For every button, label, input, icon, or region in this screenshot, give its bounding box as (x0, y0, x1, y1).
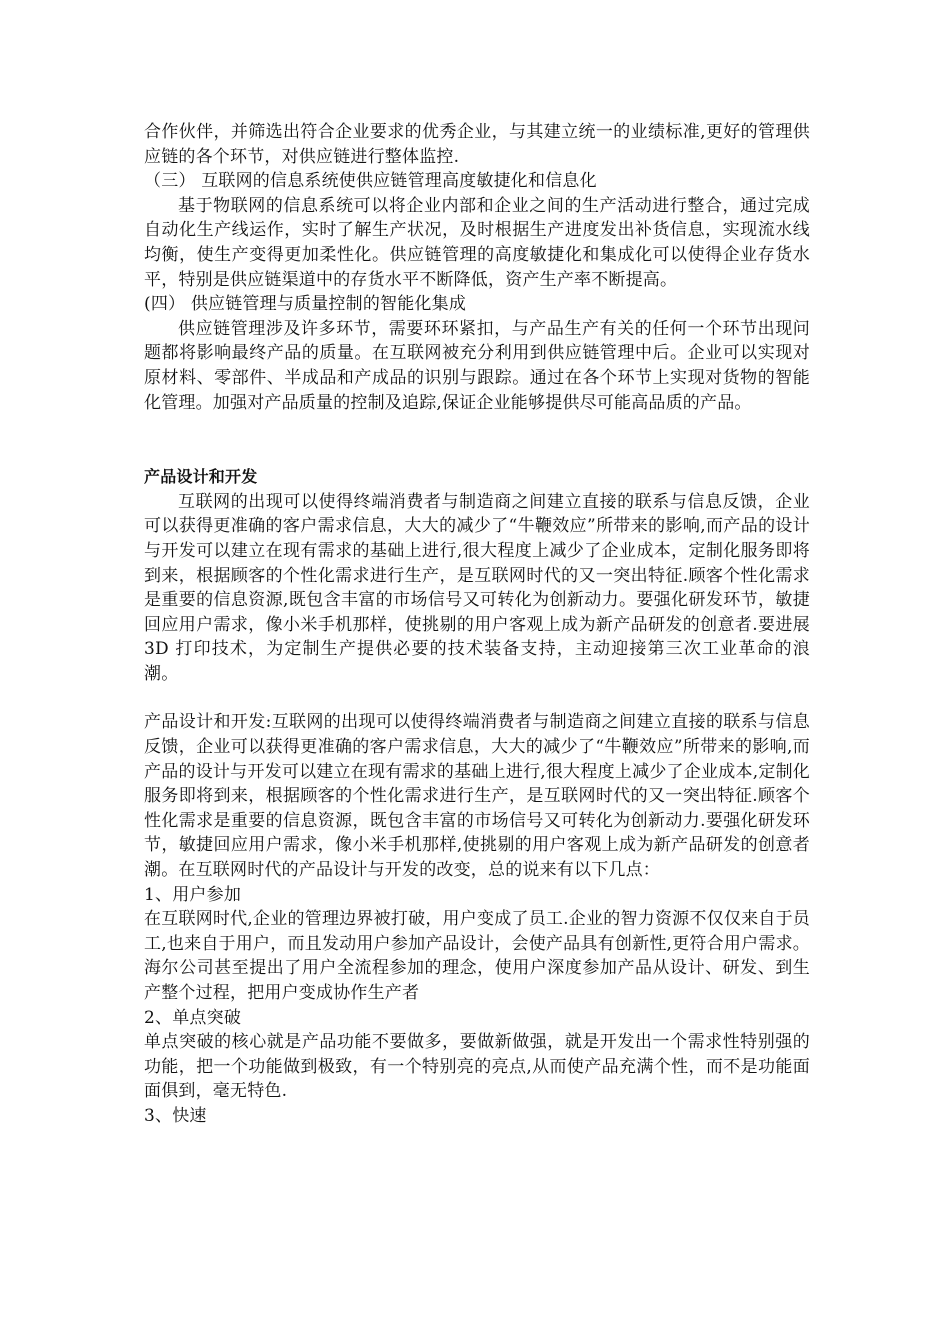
subheading-three: （三） 互联网的信息系统使供应链管理高度敏捷化和信息化 (144, 171, 597, 192)
list-item-title-single-point: 2、单点突破 (144, 1007, 242, 1028)
paragraph-quality-control: 供应链管理涉及许多环节，需要环环紧扣，与产品生产有关的任何一个环节出现问题都将影响最终产品的质量。在互联网被充分利用到供应链管理中后。企业可以实现对原材料、零部件、半成品和产成品的识别与跟踪。通过在各个环节上实现对货物的智能化管理。加强对产品质量的控制及追踪,保证企业能够提供尽可能高品质的产品。 (144, 318, 810, 413)
spacer (144, 686, 810, 710)
paragraph-information-system: 基于物联网的信息系统可以将企业内部和企业之间的生产活动进行整合，通过完成自动化生产线运作，实时了解生产状况，及时根据生产进度发出补货信息，实现流水线均衡，使生产变得更加柔性化。供应链管理的高度敏捷化和集成化可以使得企业存货水平，特别是供应链渠道中的存货水平不断降低，资产生产率不断提高。 (144, 195, 810, 290)
paragraph-product-design-intro: 互联网的出现可以使得终端消费者与制造商之间建立直接的联系与信息反馈，企业可以获得更准确的客户需求信息，大大的减少了“牛鞭效应”所带来的影响,而产品的设计与开发可以建立在现有需求的基础上进行,很大程度上减少了企业成本，定制化服务即将到来，根据顾客的个性化需求进行生产，是互联网时代的又一突出特征.顾客个性化需求是重要的信息资源,既包含丰富的市场信号又可转化为创新动力。要强化研发环节，敏捷回应用户需求，像小米手机那样，使挑剔的用户客观上成为新产品研发的创意者.要进展 3D 打印技术，为定制生产提供必要的技术装备支持，主动迎接第三次工业革命的浪潮。 (144, 491, 816, 684)
paragraph-product-design-summary: 产品设计和开发:互联网的出现可以使得终端消费者与制造商之间建立直接的联系与信息反馈，企业可以获得更准确的客户需求信息，大大的减少了“牛鞭效应”所带来的影响,而产品的设计与开发可以建立在现有需求的基础上进行,很大程度上减少了企业成本,定制化服务即将到来，根据顾客的个性化需求进行生产，是互联网时代的又一突出特征.顾客个性化需求是重要的信息资源，既包含丰富的市场信号又可转化为创新动力.要强化研发环节，敏捷回应用户需求，像小米手机那样,使挑剔的用户客观上成为新产品研发的创意者潮。在互联网时代的产品设计与开发的改变，总的说来有以下几点： (144, 712, 810, 881)
subheading-four: (四） 供应链管理与质量控制的智能化集成 (144, 294, 467, 315)
section-heading-product-design: 产品设计和开发 (144, 467, 258, 487)
list-item-title-fast: 3、快速 (144, 1105, 207, 1126)
document-page (144, 120, 816, 1129)
spacer (144, 415, 810, 465)
list-item-body-user-participation: 在互联网时代,企业的管理边界被打破，用户变成了员工.企业的智力资源不仅仅来自于员工,也来自于用户，而且发动用户参加产品设计，会使产品具有创新性,更符合用户需求。海尔公司甚至提出了用户全流程参加的理念，使用户深度参加产品从设计、研发、到生产整个过程，把用户变成协作生产者 (144, 909, 810, 1003)
list-item-title-user-participation: 1、用户参加 (144, 884, 242, 905)
list-item-body-single-point: 单点突破的核心就是产品功能不要做多，要做新做强，就是开发出一个需求性特别强的功能，把一个功能做到极致，有一个特别亮的亮点,从而使产品充满个性，而不是功能面面俱到，毫无特色. (144, 1032, 810, 1102)
paragraph-supply-partners: 合作伙伴，并筛选出符合企业要求的优秀企业，与其建立统一的业绩标准,更好的管理供应链的各个环节，对供应链进行整体监控. (144, 122, 810, 167)
